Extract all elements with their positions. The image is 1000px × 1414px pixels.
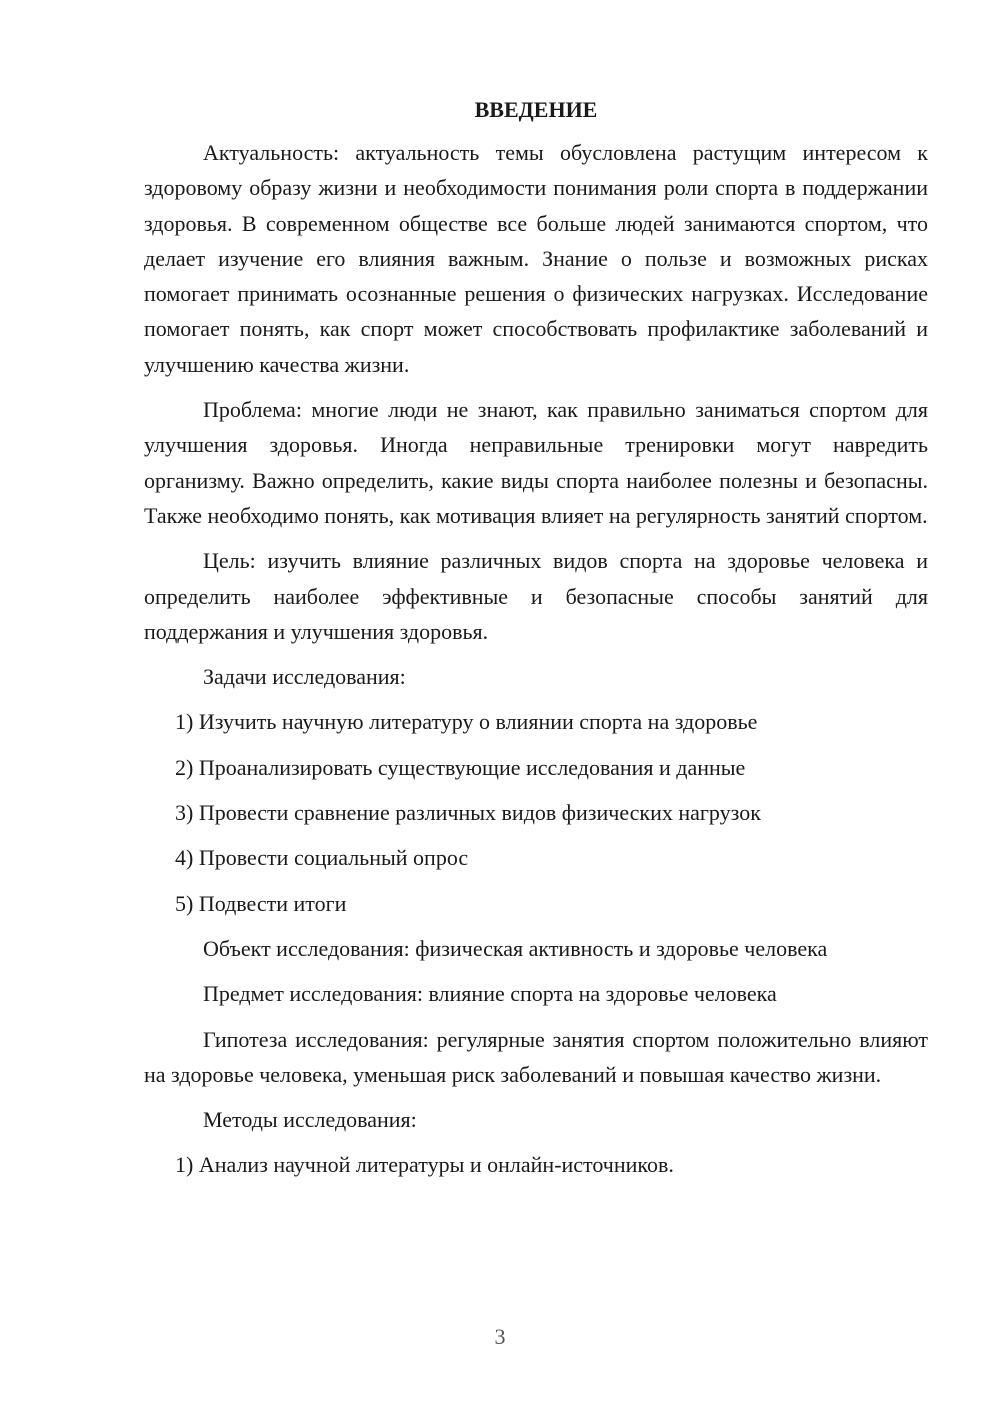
relevance-paragraph: Актуальность: актуальность темы обусловлена растущим интересом к здоровому образу жизни и необходимости понимания роли спорта в поддержании здоровья. В современном обществе все больше людей занимаются спортом, что делает изучение его влияния важным. Знание о пользе и возможных рисках помогает принимать осознанные решения о физических нагрузках. Исследование помогает понять, как спорт может способствовать профилактике заболеваний и улучшению качества жизни. bbox=[144, 140, 928, 377]
tasks-heading: Задачи исследования: bbox=[203, 664, 406, 690]
methods-heading: Методы исследования: bbox=[203, 1107, 417, 1133]
method-item: 1) Анализ научной литературы и онлайн-источников. bbox=[175, 1152, 674, 1178]
hypothesis-paragraph: Гипотеза исследования: регулярные занятия спортом положительно влияют на здоровье человека, уменьшая риск заболеваний и повышая качество жизни. bbox=[144, 1026, 928, 1087]
page-content bbox=[144, 95, 928, 1193]
goal-paragraph: Цель: изучить влияние различных видов спорта на здоровье человека и определить наиболее эффективные и безопасные способы занятий для поддержания и улучшения здоровья. bbox=[144, 548, 928, 644]
task-item: 5) Подвести итоги bbox=[175, 890, 347, 916]
task-item: 3) Провести сравнение различных видов физических нагрузок bbox=[175, 800, 761, 826]
subject-paragraph: Предмет исследования: влияние спорта на здоровье человека bbox=[203, 981, 777, 1007]
object-paragraph: Объект исследования: физическая активность и здоровье человека bbox=[203, 935, 828, 961]
task-item: 2) Проанализировать существующие исследования и данные bbox=[175, 754, 746, 780]
task-item: 1) Изучить научную литературу о влиянии спорта на здоровье bbox=[175, 709, 758, 735]
page-number: 3 bbox=[494, 1324, 506, 1349]
section-title: ВВЕДЕНИЕ bbox=[474, 97, 598, 122]
task-item: 4) Провести социальный опрос bbox=[175, 845, 469, 871]
problem-paragraph: Проблема: многие люди не знают, как правильно заниматься спортом для улучшения здоровья. Иногда неправильные тренировки могут навредить организму. Важно определить, какие виды спорта наиболее полезны и безопасны. Также необходимо понять, как мотивация влияет на регулярность занятий спортом. bbox=[144, 397, 928, 528]
